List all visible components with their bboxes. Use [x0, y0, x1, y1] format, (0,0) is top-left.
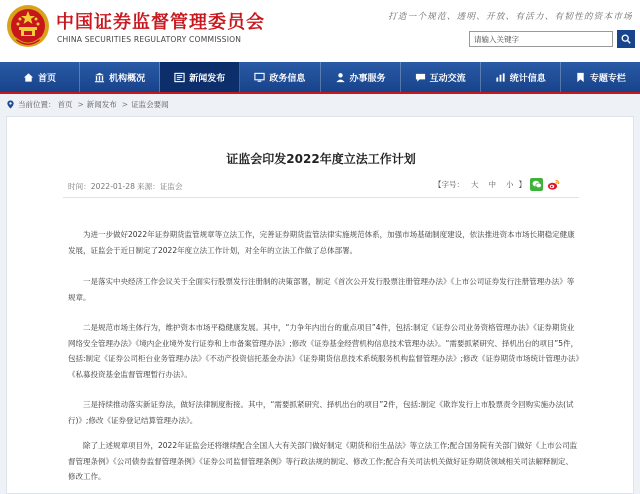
slogan: 打造一个规范、透明、开放、有活力、有韧性的资本市场 — [388, 12, 633, 22]
font-size-large[interactable]: 大 — [471, 180, 479, 189]
nav-item-label: 办事服务 — [349, 73, 386, 84]
article-panel — [6, 116, 634, 494]
font-size-label: 【字号： — [434, 180, 464, 189]
monitor-icon — [254, 72, 265, 83]
nav-accent-line — [0, 92, 640, 94]
nav-item-interaction[interactable] — [401, 62, 481, 92]
main-nav — [0, 62, 640, 92]
article-date: 时间：2022-01-28 — [68, 182, 135, 191]
article-title: 证监会印发2022年度立法工作计划 — [226, 152, 416, 166]
org-name-en: CHINA SECURITIES REGULATORY COMMISSION — [57, 35, 242, 44]
search-input[interactable] — [469, 31, 613, 47]
home-icon — [23, 72, 34, 83]
chat-icon — [415, 72, 426, 83]
nav-item-statistics[interactable] — [481, 62, 561, 92]
breadcrumb-csrc-news[interactable]: 证监会要闻 — [131, 100, 169, 109]
article-paragraph: 二是规范市场主体行为，维护资本市场平稳健康发展。其中，“力争年内出台的重点项目”4件，包括:制定《证券公司业务资格管理办法》《证券期货业网络安全管理办法》《境内企业境外发行证券和上市备案管理办法》;修改《证券基金经营机构信息技术管理办法》。“需要抓紧研究、择机出台的项目”5件，包括:制定《证券公司柜台业务管理办法》《不动产投资信托基金办法》《证券期货信息技术系统服务机构监督管理办法》;修改《证券期货市场统计管理办法》《私募投资基金监督管理暂行办法》。 — [68, 323, 580, 379]
bookmark-icon — [575, 72, 586, 83]
breadcrumb-separator: > — [121, 100, 129, 109]
article-paragraph: 除了上述规章项目外，2022年证监会还将继续配合全国人大有关部门做好制定《期货和衍生品法》等立法工作;配合国务院有关部门做好《上市公司监督管理条例》《公司债券监督管理条例》《证券公司监督管理条例》等行政法规的制定、修改工作;配合有关司法机关做好证券期货领域相关司法解释制定、修改工作。 — [68, 441, 578, 481]
breadcrumb-prefix: 当前位置： — [18, 100, 56, 109]
article-paragraph: 一是落实中央经济工作会议关于全面实行股票发行注册制的决策部署，制定《首次公开发行股票注册管理办法》《上市公司证券发行注册管理办法》等规章。 — [68, 277, 575, 302]
nav-item-label: 统计信息 — [509, 73, 546, 84]
nav-item-label: 机构概况 — [109, 73, 146, 84]
breadcrumb-home[interactable]: 首页 — [57, 100, 73, 109]
share-weibo-button[interactable] — [547, 178, 560, 191]
org-name-cn: 中国证券监督管理委员会 — [56, 12, 265, 33]
nav-item-services[interactable] — [321, 62, 401, 92]
search-icon — [621, 34, 631, 44]
article-tools — [434, 178, 560, 191]
nav-item-news[interactable] — [160, 62, 240, 92]
person-icon — [335, 72, 346, 83]
share-wechat-button[interactable] — [530, 178, 543, 191]
nav-item-label: 首页 — [38, 73, 57, 84]
font-size-close: 】 — [518, 180, 526, 189]
article-paragraph: 三是持续推动落实新证券法，做好法律制度衔接。其中，“需要抓紧研究、择机出台的项目”2件，包括:制定《欺诈发行上市股票责令回购实施办法(试行)》;修改《证券登记结算管理办法》。 — [68, 400, 574, 425]
site-header — [0, 0, 640, 62]
nav-item-label: 政务信息 — [269, 73, 306, 84]
wechat-icon — [532, 180, 542, 189]
news-icon — [174, 72, 185, 83]
article-paragraph: 为进一步做好2022年证券期货监管规章等立法工作，完善证券期货监管法律实施规范体系，加强市场基础制度建设，依法推进资本市场长期稳定健康发展，证监会于近日制定了2022年度立法工作计划，对全年的立法工作做了总体部署。 — [68, 230, 575, 255]
location-icon — [6, 100, 15, 109]
meta-divider — [63, 197, 579, 198]
building-icon — [94, 72, 105, 83]
nav-item-special[interactable] — [561, 62, 640, 92]
nav-item-home[interactable] — [0, 62, 80, 92]
nav-item-about[interactable] — [80, 62, 160, 92]
nav-item-label: 互动交流 — [429, 73, 466, 84]
weibo-icon — [547, 179, 560, 191]
article-source: 来源：证监会 — [137, 182, 183, 191]
search-button[interactable] — [617, 30, 635, 48]
breadcrumb-separator: > — [77, 100, 84, 109]
chart-icon — [495, 72, 506, 83]
national-emblem-icon[interactable] — [6, 4, 50, 50]
breadcrumb — [6, 99, 171, 110]
font-size-medium[interactable]: 中 — [488, 180, 496, 189]
nav-item-gov-info[interactable] — [240, 62, 320, 92]
font-size-small[interactable]: 小 — [506, 180, 514, 189]
nav-item-label: 专题专栏 — [589, 73, 626, 84]
nav-item-label: 新闻发布 — [189, 73, 226, 84]
breadcrumb-news[interactable]: 新闻发布 — [86, 100, 117, 109]
